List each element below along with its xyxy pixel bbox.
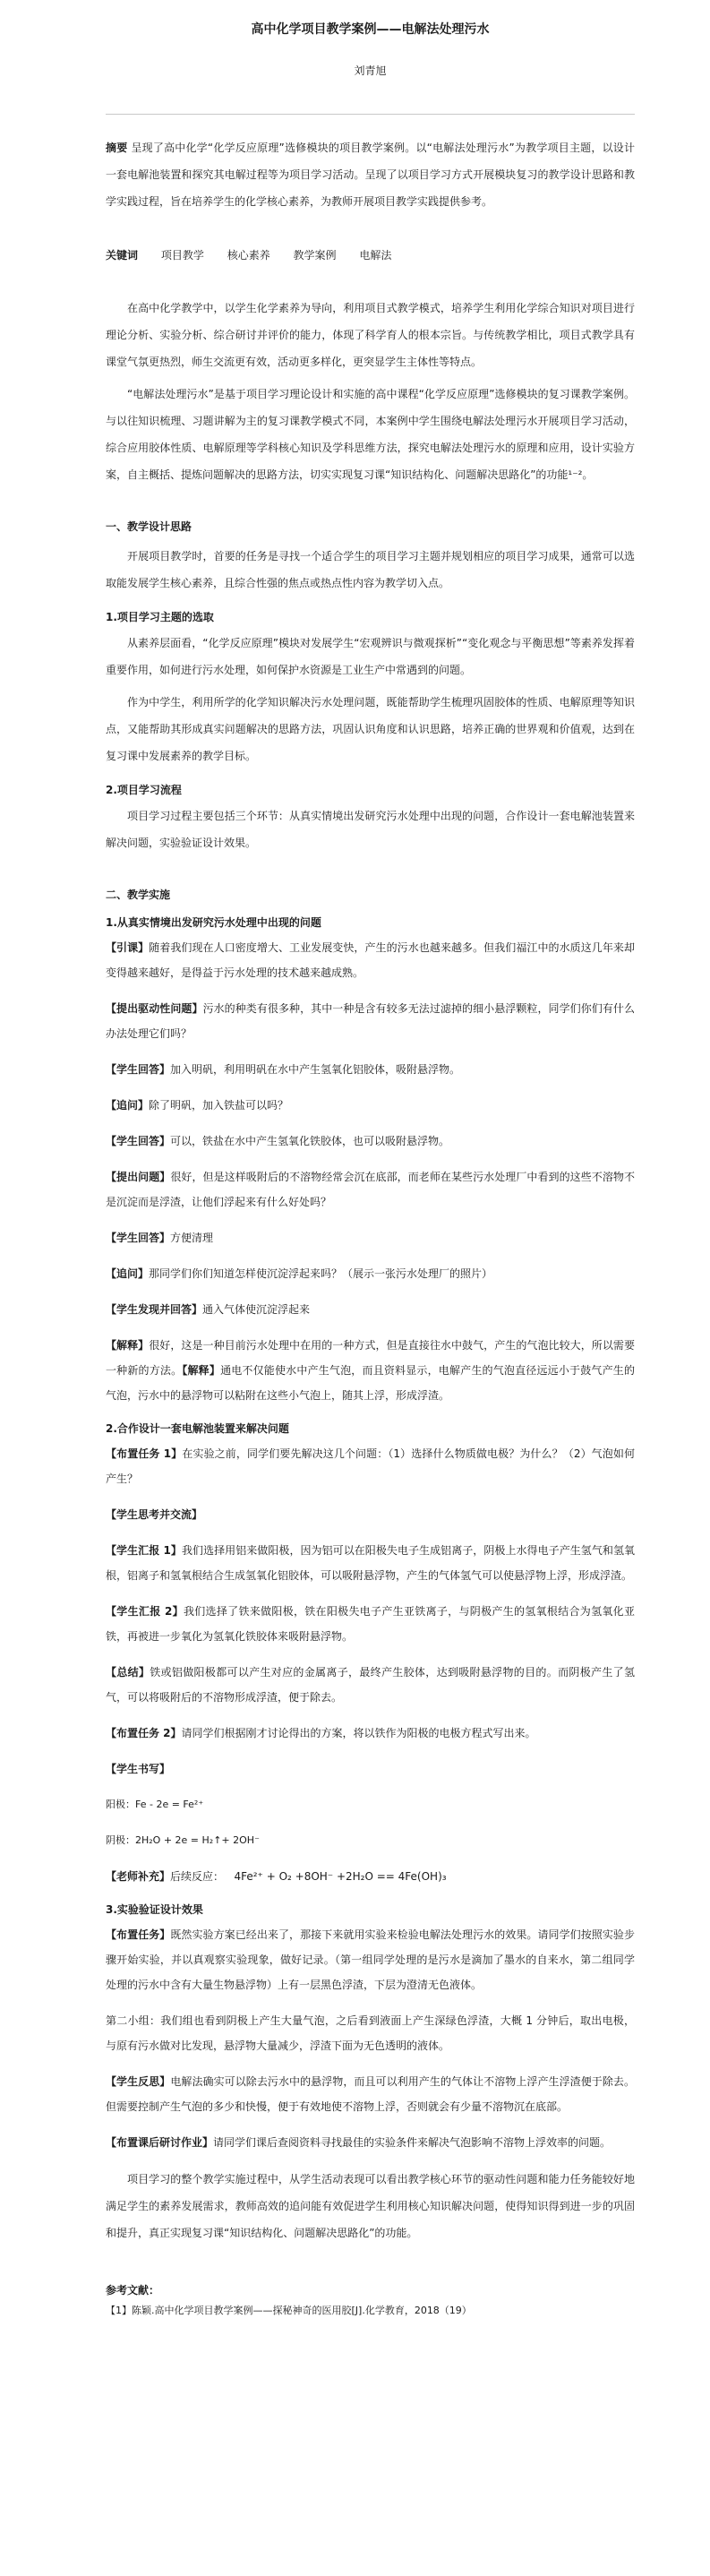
keyword: 项目教学: [160, 249, 204, 262]
keywords-label: 关键词: [106, 249, 139, 262]
divider: [106, 114, 635, 115]
subsection-heading: 3.实验验证设计效果: [106, 1903, 203, 1916]
dialogue-tag: 【解释】: [182, 1364, 221, 1377]
references-heading: 参考文献：: [106, 2284, 160, 2297]
author: 刘青旭: [354, 64, 387, 77]
formula-label: 阴极：: [106, 1834, 135, 1846]
dialogue-text: 第二小组：我们组也看到阴极上产生大量气泡，之后看到液面上产生深绿色浮渣，大概 1 分钟后，取出电极，与原有污水做对比发现，悬浮物大量减少，浮渣下面为无色透明的液体。: [106, 2014, 635, 2052]
dialogue-tag: 【布置课后研讨作业】: [106, 2136, 214, 2149]
dialogue-tag: 【解释】: [106, 1339, 150, 1352]
dialogue-text: 我们选择用铝来做阳极，因为铝可以在阳极失电子生成铝离子，阴极上水得电子产生氢气和氢氧根，铝离子和氢氧根结合生成氢氧化铝胶体，可以吸附悬浮物，产生的气体氢气可以使悬浮物上浮，形成浮渣。: [106, 1544, 635, 1582]
section-heading: 二、教学实施: [106, 889, 171, 901]
dialogue-text: 加入明矾，利用明矾在水中产生氢氧化铝胶体，吸附悬浮物。: [170, 1063, 461, 1076]
dialogue-item: [106, 1225, 635, 1250]
dialogue-item: [106, 1756, 635, 1782]
dialogue-item: [106, 2130, 635, 2155]
dialogue-item: [106, 1129, 635, 1154]
dialogue-item: [106, 1164, 635, 1215]
dialogue-text: 方便清理: [170, 1232, 214, 1244]
dialogue-text: 请同学们根据刚才讨论得出的方案，将以铁作为阳极的电极方程式写出来。: [181, 1727, 536, 1739]
dialogue-text: 铁或铝做阳极都可以产生对应的金属离子，最终产生胶体，达到吸附悬浮物的目的。而阴极产生了氢气，可以将吸附后的不溶物形成浮渣，便于除去。: [106, 1666, 635, 1704]
subsection-heading: 2.合作设计一套电解池装置来解决问题: [106, 1422, 289, 1435]
dialogue-tag: 【学生回答】: [106, 1063, 171, 1076]
keyword: 电解法: [359, 249, 392, 262]
formula-line: [106, 1792, 635, 1817]
dialogue-tag: 【老师补充】: [106, 1870, 171, 1883]
dialogue-tag: 【学生回答】: [106, 1135, 171, 1147]
dialogue-item: [106, 1922, 635, 1997]
dialogue-item: [106, 1502, 635, 1527]
dialogue-tag: 【学生思考并交流】: [106, 1508, 203, 1521]
subsection-heading: 1.项目学习主题的选取: [106, 611, 214, 623]
dialogue-tag: 【学生汇报 2】: [106, 1605, 184, 1618]
dialogue-text: 通入气体使沉淀浮起来: [202, 1303, 311, 1316]
section-paragraph: 从素养层面看，“化学反应原理”模块对发展学生“宏观辨识与微观探析”“变化观念与平衡思想”等素养发挥着重要作用，如何进行污水处理，如何保护水资源是工业生产中常遇到的问题。: [106, 637, 635, 676]
dialogue-tag: 【布置任务 2】: [106, 1727, 182, 1739]
dialogue-tag: 【布置任务 1】: [106, 1447, 183, 1460]
teacher-note: [106, 1864, 635, 1889]
keyword: 教学案例: [293, 249, 337, 262]
dialogue-item: [106, 1057, 635, 1082]
dialogue-tag: 【提出驱动性问题】: [106, 1002, 203, 1015]
formula-line: [106, 1828, 635, 1853]
intro-paragraph: 在高中化学教学中，以学生化学素养为导向，利用项目式教学模式，培养学生利用化学综合知识对项目进行理论分析、实验分析、综合研讨并评价的能力，体现了科学育人的根本宗旨。与传统教学相比，项目式教学具有课堂气氛更热烈，师生交流更有效，活动更多样化，更突显学生主体性等特点。: [106, 302, 635, 368]
abstract: [106, 134, 635, 215]
dialogue-tag: 【学生发现并回答】: [106, 1303, 203, 1316]
dialogue-text: 电解法确实可以除去污水中的悬浮物，而且可以利用产生的气体让不溶物上浮产生浮渣便于除去。但需要控制产生气泡的多少和快慢，便于有效地使不溶物上浮，否则就会有少量不溶物沉在底部。: [106, 2075, 635, 2113]
dialogue-tag: 【追问】: [106, 1099, 150, 1112]
formula-equation: 4Fe²⁺ + O₂ +8OH⁻ +2H₂O == 4Fe(OH)₃: [234, 1870, 447, 1883]
dialogue-text: 很好，这是一种目前污水处理中在用的一种方式，但是直接往水中鼓气，产生的气泡比较大，所以需要一种新的方法。: [106, 1339, 635, 1377]
dialogue-item: [106, 1538, 635, 1588]
dialogue-text: 那同学们你们知道怎样使沉淀浮起来吗？（展示一张污水处理厂的照片）: [149, 1267, 493, 1280]
dialogue-item: [106, 935, 635, 985]
formula-label: 阳极：: [106, 1799, 135, 1810]
formula-equation: Fe - 2e = Fe²⁺: [135, 1799, 204, 1810]
reference-item: 【1】陈颖.高中化学项目教学案例——探秘神奇的医用胶[J].化学教育，2018（19）: [106, 2305, 472, 2316]
dialogue-tag: 【学生书写】: [106, 1763, 171, 1775]
dialogue-item: [106, 1660, 635, 1710]
subsection-heading: 1.从真实情境出发研究污水处理中出现的问题: [106, 916, 321, 929]
page-title: 高中化学项目教学案例——电解法处理污水: [251, 22, 490, 37]
dialogue-item: [106, 1721, 635, 1746]
abstract-text: 呈现了高中化学“化学反应原理”选修模块的项目教学案例。以“电解法处理污水”为教学项目主题，以设计一套电解池装置和探究其电解过程等为项目学习活动。呈现了以项目学习方式开展模块复习的教学设计思路和教学实践过程，旨在培养学生的化学核心素养，为教师开展项目教学实践提供参考。: [106, 142, 635, 208]
dialogue-text: 在实验之前，同学们要先解决这几个问题：（1）选择什么物质做电极？为什么？（2）气泡如何产生？: [106, 1447, 635, 1485]
dialogue-tag: 【学生汇报 1】: [106, 1544, 182, 1557]
dialogue-item: [106, 1093, 635, 1118]
dialogue-tag: 【布置任务】: [106, 1928, 171, 1941]
dialogue-item: [106, 2069, 635, 2119]
dialogue-text: 很好，但是这样吸附后的不溶物经常会沉在底部，而老师在某些污水处理厂中看到的这些不溶物不是沉淀而是浮渣，让他们浮起来有什么好处吗？: [106, 1171, 635, 1208]
dialogue-text: 污水的种类有很多种，其中一种是含有较多无法过滤掉的细小悬浮颗粒，同学们你们有什么办法处理它们吗？: [106, 1002, 635, 1040]
dialogue-text: 后续反应：: [170, 1870, 225, 1883]
keywords: [106, 247, 635, 262]
section-paragraph: 作为中学生，利用所学的化学知识解决污水处理问题，既能帮助学生梳理巩固胶体的性质、电解原理等知识点，又能帮助其形成真实问题解决的思路方法，巩固认识角度和认识思路，培养正确的世界观和价值观，达到在复习课中发展素养的教学目标。: [106, 696, 635, 762]
dialogue-text: 既然实验方案已经出来了，那接下来就用实验来检验电解法处理污水的效果。请同学们按照实验步骤开始实验，并以真观察实验现象，做好记录。（第一组同学处理的是污水是滴加了墨水的自来水，第二组同学处理的污水中含有大量生物悬浮物）上有一层黑色浮渣，下层为澄清无色液体。: [106, 1928, 635, 1991]
dialogue-tag: 【提出问题】: [106, 1171, 171, 1183]
dialogue-text: 请同学们课后查阅资料寻找最佳的实验条件来解决气泡影响不溶物上浮效率的问题。: [213, 2136, 612, 2149]
dialogue-item: [106, 1333, 635, 1408]
dialogue-item: [106, 1441, 635, 1491]
keyword: 核心素养: [227, 249, 270, 262]
formula-equation: 2H₂O + 2e = H₂↑+ 2OH⁻: [135, 1834, 260, 1846]
dialogue-text: 可以，铁盐在水中产生氢氧化铁胶体，也可以吸附悬浮物。: [170, 1135, 450, 1147]
dialogue-tag: 【总结】: [106, 1666, 150, 1679]
dialogue-tag: 【学生回答】: [106, 1232, 171, 1244]
dialogue-item: [106, 996, 635, 1046]
dialogue-tag: 【追问】: [106, 1267, 150, 1280]
dialogue-text: 除了明矾，加入铁盐可以吗？: [149, 1099, 289, 1112]
dialogue-text: 通电不仅能使水中产生气泡，而且资料显示，电解产生的气泡直径远远小于鼓气产生的气泡，污水中的悬浮物可以粘附在这些小气泡上，随其上浮，形成浮渣。: [106, 1364, 635, 1402]
dialogue-tag: 【引课】: [106, 941, 150, 954]
closing-paragraph: 项目学习的整个教学实施过程中，从学生活动表现可以看出教学核心环节的驱动性问题和能力任务能较好地满足学生的素养发展需求，教师高效的追问能有效促进学生利用核心知识解决问题，使得知识得到进一步的巩固和提升，真正实现复习课“知识结构化、问题解决思路化”的功能。: [106, 2173, 635, 2239]
dialogue-item: [106, 1599, 635, 1649]
section-paragraph: 项目学习过程主要包括三个环节：从真实情境出发研究污水处理中出现的问题，合作设计一套电解池装置来解决问题，实验验证设计效果。: [106, 810, 635, 849]
dialogue-text: 随着我们现在人口密度增大、工业发展变快，产生的污水也越来越多。但我们福江中的水质这几年来却变得越来越好，是得益于污水处理的技术越来越成熟。: [106, 941, 635, 979]
dialogue-item: [106, 2008, 635, 2058]
subsection-heading: 2.项目学习流程: [106, 784, 182, 796]
intro-paragraph: “电解法处理污水”是基于项目学习理论设计和实施的高中课程“化学反应原理”选修模块的复习课教学案例。与以往知识梳理、习题讲解为主的复习课教学模式不同，本案例中学生围绕电解法处理污水开展项目学习活动，综合应用胶体性质、电解原理等学科核心知识及学科思维方法，探究电解法处理污水的原理和应用，设计实验方案，自主概括、提炼问题解决的思路方法，切实实现复习课“知识结构化、问题解决思路化”的功能¹⁻²。: [106, 388, 635, 481]
abstract-label: 摘要: [106, 142, 128, 154]
dialogue-item: [106, 1261, 635, 1286]
dialogue-tag: 【学生反思】: [106, 2075, 171, 2088]
section-paragraph: 开展项目教学时，首要的任务是寻找一个适合学生的项目学习主题并规划相应的项目学习成果，通常可以选取能发展学生核心素养，且综合性强的焦点或热点性内容为教学切入点。: [106, 550, 635, 589]
dialogue-text: 我们选择了铁来做阳极，铁在阳极失电子产生亚铁离子，与阴极产生的氢氧根结合为氢氧化亚铁，再被进一步氧化为氢氧化铁胶体来吸附悬浮物。: [106, 1605, 635, 1643]
section-heading: 一、教学设计思路: [106, 520, 192, 533]
dialogue-item: [106, 1297, 635, 1322]
